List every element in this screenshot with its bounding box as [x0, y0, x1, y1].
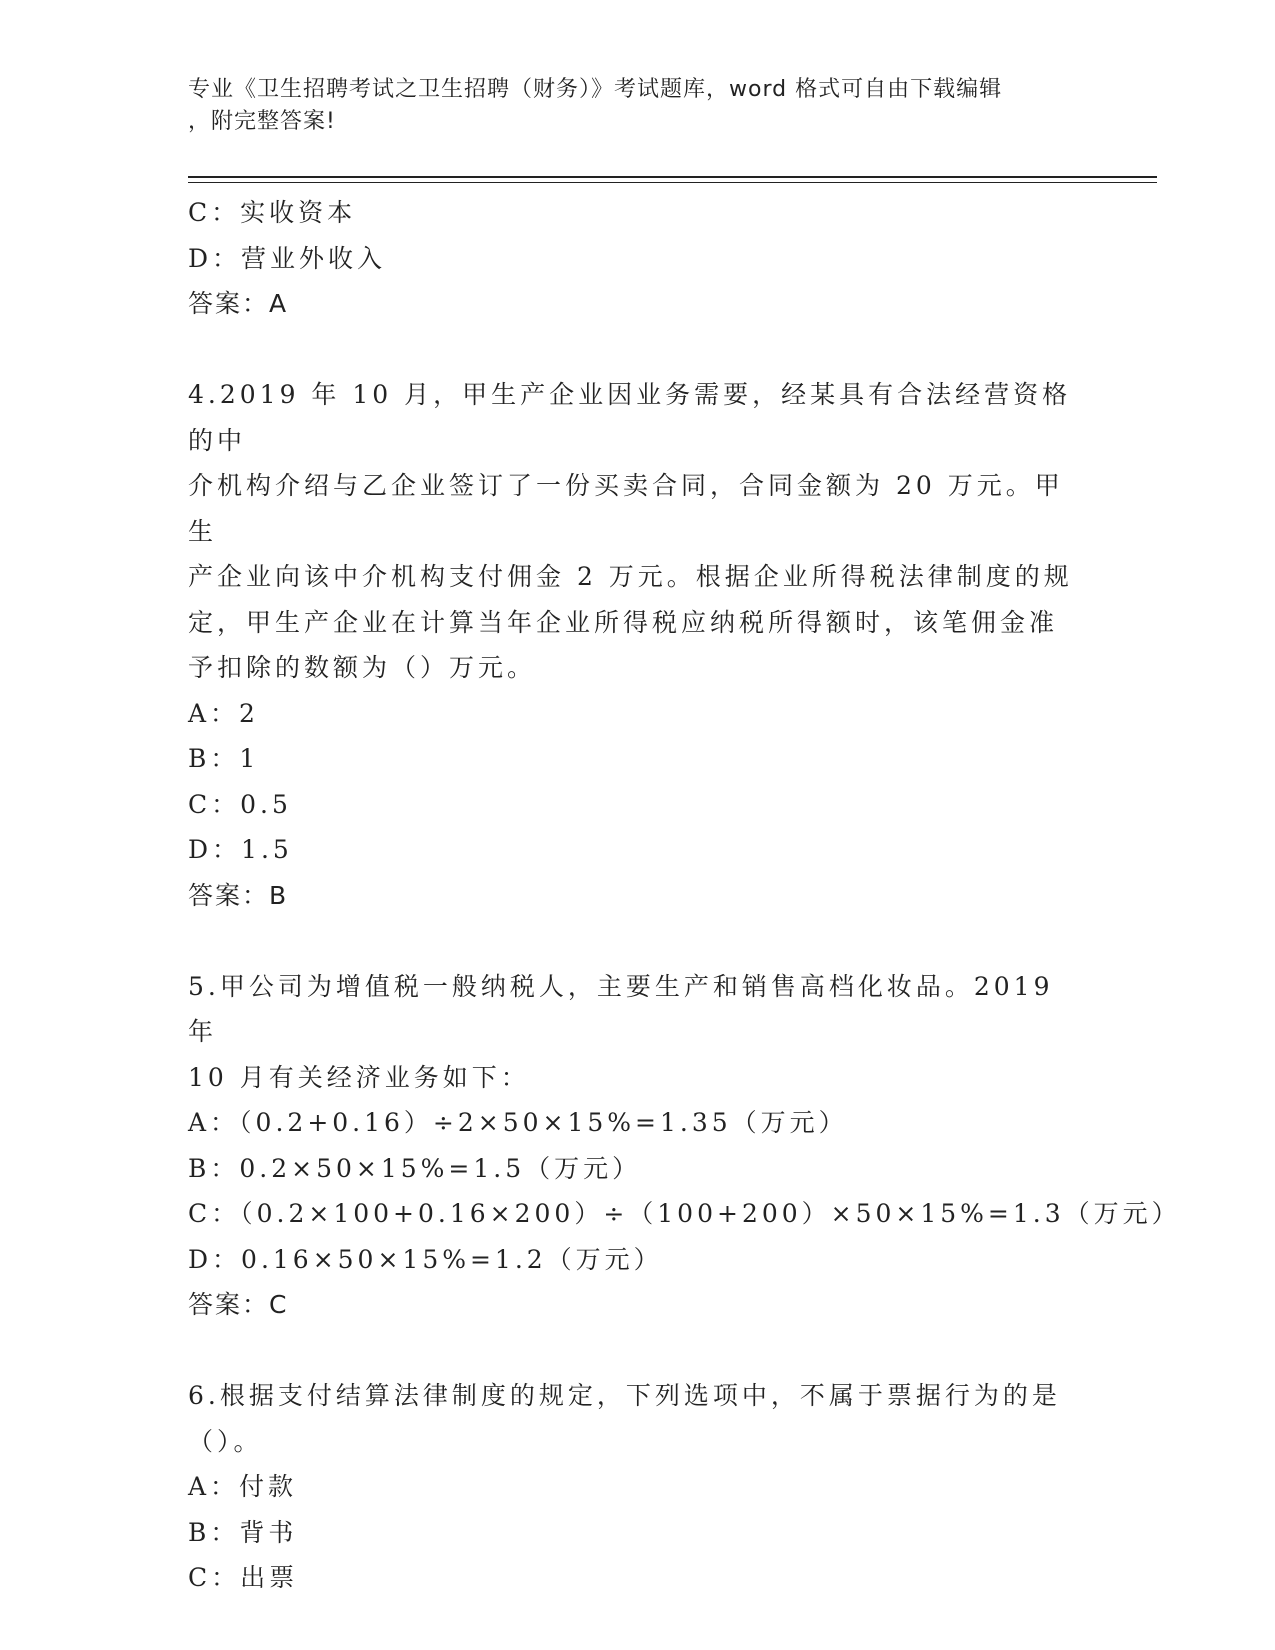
q6-option-a: A：付款: [188, 1472, 298, 1501]
q4-stem-line: 定，甲生产企业在计算当年企业所得税应纳税所得额时，该笔佣金准: [188, 607, 1059, 637]
q5-option-b: B：0.2×50×15%=1.5（万元）: [188, 1153, 642, 1183]
q5-stem-line: 5.甲公司为增值税一般纳税人，主要生产和销售高档化妆品。2019 年: [188, 971, 1054, 1046]
q3-option-c: C：实收资本: [188, 198, 357, 227]
q3-option-d: D：营业外收入: [188, 243, 387, 273]
q4-stem-line: 4.2019 年 10 月，甲生产企业因业务需要，经某具有合法经营资格的中: [188, 380, 1072, 455]
q4-stem-line: 介机构介绍与乙企业签订了一份买卖合同，合同金额为 20 万元。甲生: [188, 471, 1064, 546]
q4-option-d: D：1.5: [188, 835, 293, 864]
spacer: [188, 327, 1088, 373]
q5-option-a: A：（0.2+0.16）÷2×50×15%=1.35（万元）: [188, 1108, 848, 1137]
spacer: [188, 918, 1088, 964]
q6-option-b: B：背书: [188, 1517, 298, 1547]
q4-stem-line: 产企业向该中介机构支付佣金 2 万元。根据企业所得税法律制度的规: [188, 562, 1073, 591]
document-header: [188, 74, 1068, 138]
q4-answer: 答案：B: [188, 880, 289, 910]
header-rule-thick: [188, 176, 1157, 178]
q5-option-c: C：（0.2×100+0.16×200）÷（100+200）×50×15%=1.3（万元）: [188, 1199, 1181, 1228]
header-rule-thin: [188, 182, 1157, 183]
q4-option-b: B：1: [188, 744, 260, 773]
q3-answer: 答案：A: [188, 289, 289, 318]
q5-stem-line: 10 月有关经济业务如下：: [188, 1062, 530, 1092]
q6-stem-line: 6.根据支付结算法律制度的规定，下列选项中，不属于票据行为的是: [188, 1381, 1061, 1410]
q6-option-c: C：出票: [188, 1563, 299, 1592]
q4-option-a: A：2: [188, 698, 259, 728]
q4-option-c: C：0.5: [188, 789, 292, 819]
q6-stem-line: （）。: [188, 1426, 263, 1456]
question-content: [188, 190, 1181, 1601]
spacer: [188, 1328, 1088, 1374]
q5-option-d: D：0.16×50×15%=1.2（万元）: [188, 1244, 663, 1274]
q4-stem-line: 予扣除的数额为（）万元。: [188, 653, 537, 682]
header-line-1: 专业《卫生招聘考试之卫生招聘（财务）》考试题库，word 格式可自由下载编辑: [188, 77, 1003, 102]
q5-answer: 答案：C: [188, 1290, 289, 1319]
header-line-2: ，附完整答案!: [188, 109, 336, 134]
